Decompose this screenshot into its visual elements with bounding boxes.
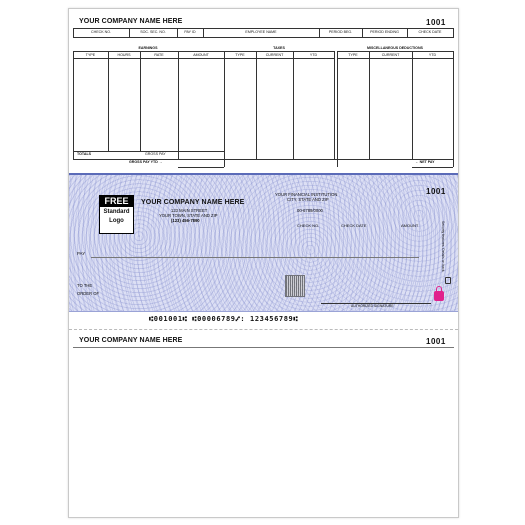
routing-fraction: 00-6789/0000 — [297, 208, 323, 213]
padlock-icon — [434, 291, 444, 301]
hdr-period-beg: PERIOD BEG. — [328, 30, 353, 34]
rule — [224, 58, 334, 59]
order-of-label: ORDER OF — [77, 291, 100, 296]
col-earn-rate: RATE — [154, 53, 164, 57]
hdr-pay-id: PAY ID — [184, 30, 196, 34]
section-misc-deductions: MISCELLANEOUS DEDUCTIONS — [367, 46, 423, 50]
rule — [412, 167, 453, 168]
check-no-label: CHECK NO. — [297, 223, 320, 228]
standard-logo — [99, 195, 134, 234]
rule — [412, 51, 413, 159]
logo-logo: Logo — [109, 218, 124, 224]
col-earn-type: TYPE — [85, 53, 96, 57]
net-pay-label: ← NET PAY — [415, 160, 435, 164]
rule — [224, 51, 334, 52]
rule — [369, 51, 370, 159]
rule — [73, 347, 454, 348]
totals-label: TOTALS — [77, 152, 92, 156]
rule — [108, 51, 109, 151]
payroll-check-sheet — [68, 8, 459, 518]
stub3-company-name: YOUR COMPANY NAME HERE — [79, 337, 183, 344]
rule — [178, 167, 224, 168]
rule — [453, 28, 454, 37]
col-tax-type: TYPE — [235, 53, 245, 57]
stub3-check-number: 1001 — [426, 337, 446, 346]
rule — [337, 58, 453, 59]
rule — [224, 51, 225, 167]
col-misc-ytd: YTD — [428, 53, 437, 57]
micr-line: ⑆001001⑆ ⑆00006789⑇: 123456789⑆ — [149, 315, 299, 323]
hdr-ssn: SOC. SEC. NO. — [140, 30, 166, 34]
rule — [224, 159, 337, 160]
logo-free: FREE — [100, 196, 133, 207]
rule — [73, 28, 454, 29]
rule — [73, 51, 74, 159]
gross-pay-ytd-label: GROSS PAY YTD → — [129, 160, 163, 164]
col-earn-hours: HOURS — [117, 53, 131, 57]
rule — [293, 51, 294, 159]
check-address-1: 123 MAIN STREET — [171, 208, 208, 213]
amount-label: AMOUNT — [401, 223, 419, 228]
col-misc-current: CURRENT — [381, 53, 400, 57]
hdr-employee-name: EMPLOYEE NAME — [245, 30, 277, 34]
col-misc-type: TYPE — [348, 53, 358, 57]
check-company-name: YOUR COMPANY NAME HERE — [141, 199, 245, 206]
logo-standard: Standard — [103, 209, 130, 215]
rule — [453, 51, 454, 167]
check-address-2: YOUR TOWN, STATE AND ZIP — [159, 213, 218, 218]
bank-city: CITY, STATE AND ZIP — [287, 197, 329, 202]
gross-pay-label: GROSS PAY — [145, 152, 166, 156]
security-note: Security features. Details on back. — [441, 221, 445, 273]
check-number: 1001 — [426, 187, 446, 196]
rule — [140, 51, 141, 151]
padlock-outline-icon — [445, 277, 451, 284]
rule — [73, 51, 224, 52]
col-tax-ytd: YTD — [309, 53, 318, 57]
hdr-period-ending: PERIOD ENDING — [370, 30, 399, 34]
section-taxes: TAXES — [273, 46, 285, 50]
check-phone: (123) 456-7890 — [171, 218, 200, 223]
col-tax-current: CURRENT — [265, 53, 284, 57]
stub1-check-number: 1001 — [426, 18, 446, 27]
pay-line — [91, 257, 419, 258]
rule — [337, 159, 453, 160]
section-earnings: EARNINGS — [138, 46, 158, 50]
rule — [256, 51, 257, 159]
col-earn-amount: AMOUNT — [193, 53, 209, 57]
rule — [73, 58, 224, 59]
hdr-check-no: CHECK NO. — [91, 30, 111, 34]
security-hologram-icon — [285, 275, 305, 297]
rule — [337, 51, 453, 52]
bank-name: YOUR FINANCIAL INSTITUTION — [275, 192, 338, 197]
rule — [337, 51, 338, 167]
stub1-company-name: YOUR COMPANY NAME HERE — [79, 18, 183, 25]
hdr-check-date: CHECK DATE — [418, 30, 442, 34]
rule — [73, 37, 454, 38]
rule — [334, 51, 335, 159]
check-date-label: CHECK DATE — [341, 223, 367, 228]
rule — [178, 51, 179, 159]
to-the-label: TO THE — [77, 283, 93, 288]
pay-label: PAY — [77, 251, 86, 256]
signature-label: AUTHORIZED SIGNATURE — [351, 304, 394, 308]
perforation — [69, 329, 458, 330]
check-body — [69, 173, 458, 312]
